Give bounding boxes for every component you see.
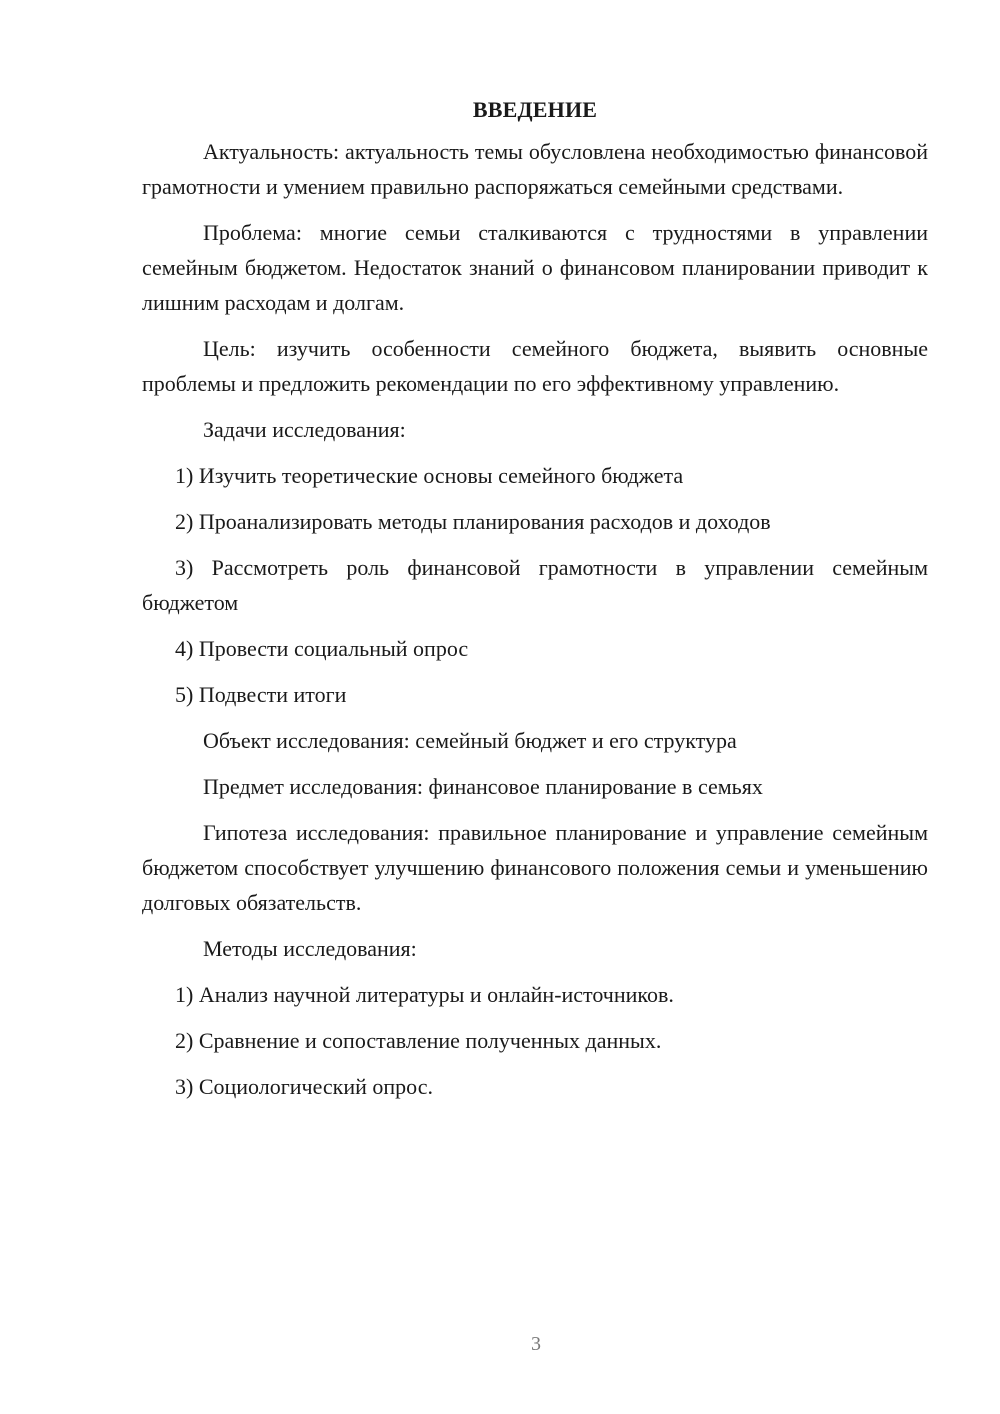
- method-item-3: 3) Социологический опрос.: [175, 1074, 433, 1099]
- problem-paragraph: Проблема: многие семьи сталкиваются с трудностями в управлении семейным бюджетом. Недостаток знаний о финансовом планировании приводит к лишним расходам и долгам.: [142, 220, 928, 315]
- task-item-4: 4) Провести социальный опрос: [175, 636, 469, 661]
- method-item-2: 2) Сравнение и сопоставление полученных данных.: [175, 1028, 662, 1053]
- task-item-2: 2) Проанализировать методы планирования расходов и доходов: [175, 509, 771, 534]
- task-item-1: 1) Изучить теоретические основы семейного бюджета: [175, 463, 684, 488]
- task-item-5: 5) Подвести итоги: [175, 682, 347, 707]
- object-paragraph: Объект исследования: семейный бюджет и его структура: [203, 728, 737, 753]
- subject-paragraph: Предмет исследования: финансовое планирование в семьях: [203, 774, 763, 799]
- page-number: 3: [531, 1333, 541, 1355]
- method-item-1: 1) Анализ научной литературы и онлайн-источников.: [175, 982, 674, 1007]
- goal-paragraph: Цель: изучить особенности семейного бюджета, выявить основные проблемы и предложить рекомендации по его эффективному управлению.: [142, 336, 928, 396]
- hypothesis-paragraph: Гипотеза исследования: правильное планирование и управление семейным бюджетом способствует улучшению финансового положения семьи и уменьшению долговых обязательств.: [142, 820, 928, 915]
- methods-title: Методы исследования:: [203, 936, 417, 961]
- tasks-title: Задачи исследования:: [203, 417, 406, 442]
- page-content: [142, 92, 928, 1104]
- task-item-3: 3) Рассмотреть роль финансовой грамотности в управлении семейным бюджетом: [142, 555, 928, 615]
- relevance-paragraph: Актуальность: актуальность темы обусловлена необходимостью финансовой грамотности и умением правильно распоряжаться семейными средствами.: [142, 139, 928, 199]
- section-heading: ВВЕДЕНИЕ: [472, 97, 598, 122]
